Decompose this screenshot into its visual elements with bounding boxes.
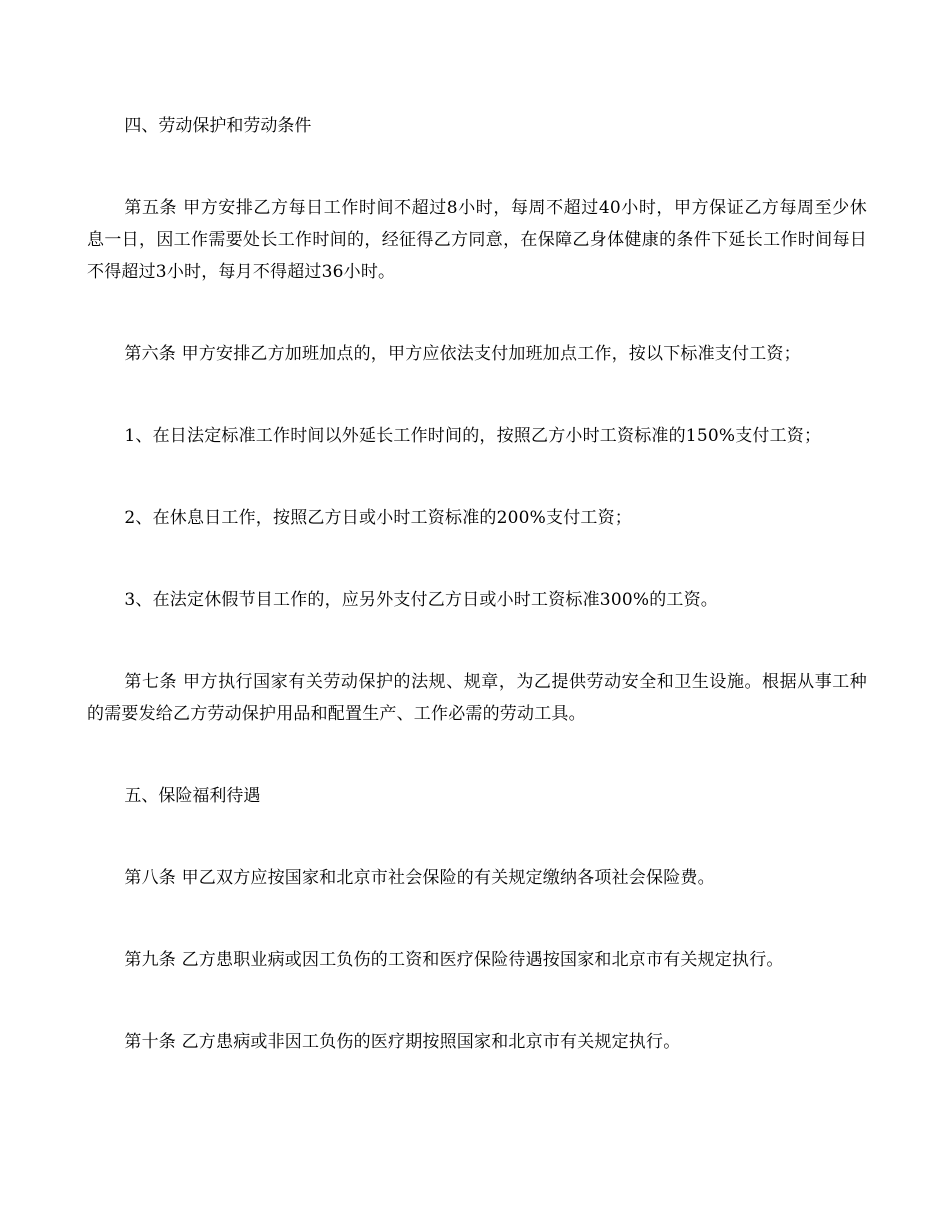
article-6: 第六条 甲方安排乙方加班加点的，甲方应依法支付加班加点工作，按以下标准支付工资；: [124, 344, 801, 364]
overtime-item-3: 3、在法定休假节目工作的，应另外支付乙方日或小时工资标准300%的工资。: [124, 590, 719, 610]
article-7: 第七条 甲方执行国家有关劳动保护的法规、规章，为乙提供劳动安全和卫生设施。根据从事工种的需要发给乙方劳动保护用品和配置生产、工作必需的劳动工具。: [87, 672, 867, 724]
section-heading-insurance-welfare: 五、保险福利待遇: [124, 786, 261, 806]
section-heading-labor-protection: 四、劳动保护和劳动条件: [124, 116, 312, 136]
article-5: 第五条 甲方安排乙方每日工作时间不超过8小时，每周不超过40小时，甲方保证乙方每周至少休息一日，因工作需要处长工作时间的，经征得乙方同意，在保障乙身体健康的条件下延长工作时间每日不得超过3小时，每月不得超过36小时。: [87, 198, 867, 282]
overtime-item-1: 1、在日法定标准工作时间以外延长工作时间的，按照乙方小时工资标准的150%支付工资；: [124, 426, 822, 446]
article-8: 第八条 甲乙双方应按国家和北京市社会保险的有关规定缴纳各项社会保险费。: [124, 868, 715, 888]
document-body: [87, 110, 867, 1058]
overtime-item-2: 2、在休息日工作，按照乙方日或小时工资标准的200%支付工资；: [124, 508, 633, 528]
article-9: 第九条 乙方患职业病或因工负伤的工资和医疗保险待遇按国家和北京市有关规定执行。: [124, 950, 784, 970]
article-10: 第十条 乙方患病或非因工负伤的医疗期按照国家和北京市有关规定执行。: [124, 1032, 681, 1052]
